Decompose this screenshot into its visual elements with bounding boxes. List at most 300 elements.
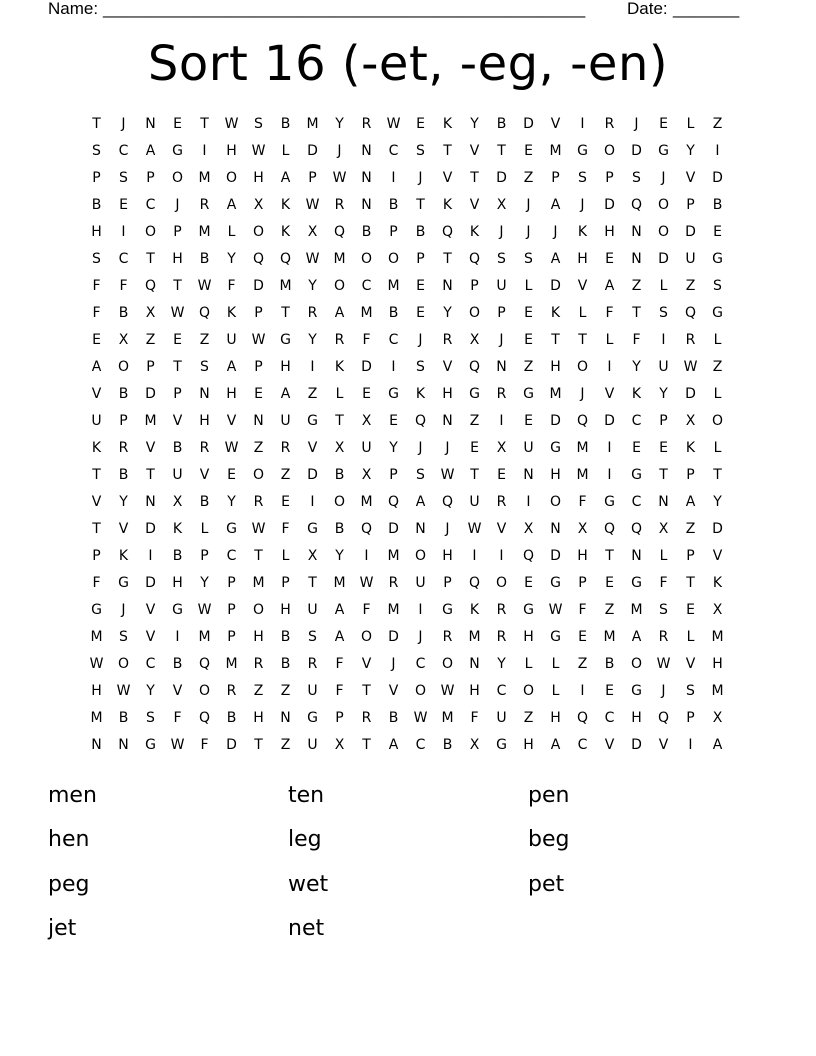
grid-letter[interactable]: E (686, 602, 695, 618)
grid-letter[interactable]: R (253, 656, 264, 672)
grid-letter[interactable]: T (254, 737, 263, 753)
grid-letter[interactable]: W (413, 710, 428, 726)
grid-letter[interactable]: X (523, 521, 534, 537)
grid-letter[interactable]: X (172, 494, 183, 510)
grid-letter[interactable]: H (523, 629, 534, 645)
grid-letter[interactable]: M (279, 278, 292, 294)
grid-letter[interactable]: P (281, 575, 290, 591)
grid-letter[interactable]: D (145, 521, 156, 537)
grid-letter[interactable]: J (337, 143, 342, 159)
grid-letter[interactable]: O (630, 656, 643, 672)
grid-letter[interactable]: M (630, 602, 643, 618)
grid-letter[interactable]: V (388, 683, 399, 699)
grid-letter[interactable]: E (416, 116, 425, 132)
grid-letter[interactable]: T (443, 251, 452, 267)
grid-letter[interactable]: W (656, 656, 671, 672)
grid-letter[interactable]: G (226, 521, 237, 537)
grid-letter[interactable]: Y (389, 440, 398, 456)
grid-letter[interactable]: G (307, 710, 318, 726)
grid-letter[interactable]: G (550, 440, 561, 456)
grid-letter[interactable]: B (118, 710, 129, 726)
grid-letter[interactable]: F (200, 737, 209, 753)
grid-letter[interactable]: F (470, 710, 479, 726)
grid-letter[interactable]: V (91, 386, 102, 402)
grid-letter[interactable]: A (604, 278, 615, 294)
grid-letter[interactable]: Z (280, 737, 291, 753)
grid-letter[interactable]: B (199, 251, 210, 267)
grid-letter[interactable]: S (92, 251, 101, 267)
grid-letter[interactable]: D (388, 629, 399, 645)
grid-letter[interactable]: L (713, 332, 722, 348)
grid-letter[interactable]: O (252, 224, 265, 240)
grid-letter[interactable]: I (310, 494, 315, 510)
grid-letter[interactable]: V (199, 467, 210, 483)
grid-letter[interactable]: J (391, 656, 396, 672)
grid-letter[interactable]: N (631, 224, 642, 240)
grid-letter[interactable]: J (661, 683, 666, 699)
grid-letter[interactable]: P (254, 359, 263, 375)
grid-letter[interactable]: N (631, 548, 642, 564)
grid-letter[interactable]: I (607, 359, 612, 375)
grid-letter[interactable]: H (442, 386, 453, 402)
grid-letter[interactable]: D (604, 413, 615, 429)
grid-letter[interactable]: P (119, 413, 128, 429)
grid-letter[interactable]: J (526, 197, 531, 213)
grid-letter[interactable]: U (307, 737, 318, 753)
grid-letter[interactable]: O (576, 359, 589, 375)
grid-letter[interactable]: M (441, 710, 454, 726)
grid-letter[interactable]: W (251, 521, 266, 537)
grid-letter[interactable]: E (524, 305, 533, 321)
grid-letter[interactable]: E (416, 305, 425, 321)
grid-letter[interactable]: O (252, 467, 265, 483)
grid-letter[interactable]: D (523, 116, 534, 132)
grid-letter[interactable]: J (553, 224, 558, 240)
grid-letter[interactable]: G (604, 494, 615, 510)
grid-letter[interactable]: I (580, 116, 585, 132)
grid-letter[interactable]: F (362, 332, 371, 348)
grid-letter[interactable]: I (391, 170, 396, 186)
grid-letter[interactable]: O (414, 548, 427, 564)
grid-letter[interactable]: V (172, 683, 183, 699)
grid-letter[interactable]: E (92, 332, 101, 348)
grid-letter[interactable]: G (712, 305, 723, 321)
grid-letter[interactable]: K (712, 575, 723, 591)
grid-letter[interactable]: Z (253, 683, 264, 699)
grid-letter[interactable]: T (686, 575, 695, 591)
grid-letter[interactable]: Y (497, 656, 506, 672)
grid-letter[interactable]: G (145, 737, 156, 753)
grid-letter[interactable]: O (603, 143, 616, 159)
grid-letter[interactable]: J (445, 440, 450, 456)
grid-letter[interactable]: X (334, 737, 345, 753)
grid-letter[interactable]: T (713, 467, 722, 483)
grid-letter[interactable]: H (604, 224, 615, 240)
grid-letter[interactable]: J (418, 440, 423, 456)
grid-letter[interactable]: Z (604, 602, 615, 618)
grid-letter[interactable]: W (251, 332, 266, 348)
grid-letter[interactable]: U (496, 278, 507, 294)
grid-letter[interactable]: A (334, 629, 345, 645)
grid-letter[interactable]: N (361, 197, 372, 213)
grid-letter[interactable]: M (252, 575, 265, 591)
grid-letter[interactable]: G (118, 575, 129, 591)
grid-letter[interactable]: R (361, 710, 372, 726)
grid-letter[interactable]: Q (684, 305, 697, 321)
grid-letter[interactable]: M (576, 440, 589, 456)
grid-letter[interactable]: K (442, 116, 453, 132)
grid-letter[interactable]: Y (470, 116, 479, 132)
grid-letter[interactable]: P (200, 548, 209, 564)
grid-letter[interactable]: I (202, 143, 207, 159)
grid-letter[interactable]: Z (307, 386, 318, 402)
grid-letter[interactable]: Y (443, 305, 452, 321)
grid-letter[interactable]: G (577, 143, 588, 159)
grid-letter[interactable]: I (148, 548, 153, 564)
grid-letter[interactable]: N (253, 413, 264, 429)
grid-letter[interactable]: A (226, 197, 237, 213)
grid-letter[interactable]: I (715, 143, 720, 159)
grid-letter[interactable]: H (550, 467, 561, 483)
grid-letter[interactable]: B (361, 224, 372, 240)
grid-letter[interactable]: V (658, 737, 669, 753)
grid-letter[interactable]: G (550, 575, 561, 591)
grid-letter[interactable]: A (388, 737, 399, 753)
grid-letter[interactable]: T (632, 305, 641, 321)
grid-letter[interactable]: B (280, 629, 291, 645)
grid-letter[interactable]: P (308, 170, 317, 186)
grid-letter[interactable]: P (173, 224, 182, 240)
grid-letter[interactable]: V (469, 143, 480, 159)
grid-letter[interactable]: Z (199, 332, 210, 348)
grid-letter[interactable]: Y (200, 575, 209, 591)
grid-letter[interactable]: M (387, 548, 400, 564)
grid-letter[interactable]: J (418, 332, 423, 348)
grid-letter[interactable]: J (526, 224, 531, 240)
grid-letter[interactable]: G (172, 602, 183, 618)
grid-letter[interactable]: N (442, 278, 453, 294)
grid-letter[interactable]: I (607, 440, 612, 456)
grid-letter[interactable]: J (175, 197, 180, 213)
grid-letter[interactable]: Q (414, 413, 427, 429)
grid-letter[interactable]: G (712, 251, 723, 267)
grid-letter[interactable]: Z (469, 413, 480, 429)
grid-letter[interactable]: V (685, 170, 696, 186)
grid-letter[interactable]: F (335, 683, 344, 699)
grid-letter[interactable]: V (145, 440, 156, 456)
grid-letter[interactable]: Z (712, 359, 723, 375)
grid-letter[interactable]: F (92, 278, 101, 294)
grid-letter[interactable]: X (712, 710, 723, 726)
grid-letter[interactable]: H (226, 143, 237, 159)
grid-letter[interactable]: J (121, 602, 126, 618)
grid-letter[interactable]: B (496, 116, 507, 132)
grid-letter[interactable]: I (661, 332, 666, 348)
grid-letter[interactable]: M (306, 116, 319, 132)
grid-letter[interactable]: V (145, 629, 156, 645)
grid-letter[interactable]: B (91, 197, 102, 213)
grid-letter[interactable]: C (361, 278, 372, 294)
grid-letter[interactable]: T (470, 467, 479, 483)
grid-letter[interactable]: T (92, 467, 101, 483)
grid-letter[interactable]: S (416, 359, 425, 375)
grid-letter[interactable]: H (523, 737, 534, 753)
grid-letter[interactable]: T (605, 548, 614, 564)
grid-letter[interactable]: Y (335, 116, 344, 132)
grid-letter[interactable]: S (578, 170, 587, 186)
grid-letter[interactable]: P (578, 575, 587, 591)
grid-letter[interactable]: M (711, 629, 724, 645)
grid-letter[interactable]: Q (603, 521, 616, 537)
grid-letter[interactable]: C (631, 413, 642, 429)
grid-letter[interactable]: O (711, 413, 724, 429)
grid-letter[interactable]: O (387, 251, 400, 267)
grid-letter[interactable]: S (713, 278, 722, 294)
grid-letter[interactable]: I (607, 467, 612, 483)
grid-letter[interactable]: E (362, 386, 371, 402)
grid-letter[interactable]: V (226, 413, 237, 429)
grid-letter[interactable]: C (226, 548, 237, 564)
grid-letter[interactable]: Q (252, 251, 265, 267)
grid-letter[interactable]: G (523, 386, 534, 402)
grid-letter[interactable]: H (172, 251, 183, 267)
grid-letter[interactable]: G (91, 602, 102, 618)
grid-letter[interactable]: L (605, 332, 614, 348)
grid-letter[interactable]: V (172, 413, 183, 429)
grid-letter[interactable]: S (254, 116, 263, 132)
grid-letter[interactable]: B (226, 710, 237, 726)
grid-letter[interactable]: P (227, 575, 236, 591)
grid-letter[interactable]: K (685, 440, 696, 456)
grid-letter[interactable]: Q (576, 710, 589, 726)
grid-letter[interactable]: Q (198, 305, 211, 321)
grid-letter[interactable]: E (659, 440, 668, 456)
grid-letter[interactable]: Q (522, 548, 535, 564)
grid-letter[interactable]: O (468, 305, 481, 321)
grid-letter[interactable]: U (91, 413, 102, 429)
grid-letter[interactable]: J (499, 224, 504, 240)
grid-letter[interactable]: Q (441, 224, 454, 240)
grid-letter[interactable]: S (524, 251, 533, 267)
grid-letter[interactable]: M (198, 170, 211, 186)
grid-letter[interactable]: H (280, 359, 291, 375)
grid-letter[interactable]: R (361, 116, 372, 132)
grid-letter[interactable]: J (445, 521, 450, 537)
grid-letter[interactable]: B (172, 440, 183, 456)
grid-letter[interactable]: F (578, 602, 587, 618)
grid-letter[interactable]: N (496, 359, 507, 375)
grid-letter[interactable]: F (281, 521, 290, 537)
grid-letter[interactable]: C (145, 197, 156, 213)
grid-letter[interactable]: P (389, 467, 398, 483)
grid-letter[interactable]: X (469, 332, 480, 348)
grid-letter[interactable]: M (360, 494, 373, 510)
grid-letter[interactable]: X (496, 440, 507, 456)
grid-letter[interactable]: M (387, 602, 400, 618)
grid-letter[interactable]: A (712, 737, 723, 753)
grid-letter[interactable]: Q (630, 521, 643, 537)
grid-letter[interactable]: E (254, 386, 263, 402)
grid-letter[interactable]: O (657, 197, 670, 213)
grid-letter[interactable]: T (92, 521, 101, 537)
grid-letter[interactable]: Y (632, 359, 641, 375)
grid-letter[interactable]: H (577, 548, 588, 564)
grid-letter[interactable]: Q (279, 251, 292, 267)
grid-letter[interactable]: Q (657, 710, 670, 726)
grid-letter[interactable]: C (388, 143, 399, 159)
grid-letter[interactable]: S (308, 629, 317, 645)
grid-letter[interactable]: Q (468, 575, 481, 591)
grid-letter[interactable]: Y (146, 683, 155, 699)
grid-letter[interactable]: T (335, 413, 344, 429)
grid-letter[interactable]: D (307, 467, 318, 483)
grid-letter[interactable]: P (389, 224, 398, 240)
grid-letter[interactable]: C (388, 332, 399, 348)
grid-letter[interactable]: M (90, 629, 103, 645)
grid-letter[interactable]: K (226, 305, 237, 321)
grid-letter[interactable]: B (118, 386, 129, 402)
grid-letter[interactable]: V (496, 521, 507, 537)
grid-letter[interactable]: G (280, 332, 291, 348)
grid-letter[interactable]: L (524, 656, 533, 672)
grid-letter[interactable]: M (360, 305, 373, 321)
grid-letter[interactable]: A (550, 251, 561, 267)
grid-letter[interactable]: K (280, 224, 291, 240)
grid-letter[interactable]: V (307, 440, 318, 456)
grid-letter[interactable]: Y (227, 494, 236, 510)
grid-letter[interactable]: F (632, 332, 641, 348)
grid-letter[interactable]: C (415, 656, 426, 672)
grid-letter[interactable]: N (280, 710, 291, 726)
grid-letter[interactable]: D (712, 170, 723, 186)
grid-letter[interactable]: L (578, 305, 587, 321)
grid-letter[interactable]: S (416, 467, 425, 483)
grid-letter[interactable]: W (440, 467, 455, 483)
grid-letter[interactable]: B (388, 197, 399, 213)
grid-letter[interactable]: V (577, 278, 588, 294)
grid-letter[interactable]: O (414, 683, 427, 699)
grid-letter[interactable]: L (227, 224, 236, 240)
grid-letter[interactable]: Z (523, 710, 534, 726)
grid-letter[interactable]: V (145, 602, 156, 618)
grid-letter[interactable]: B (334, 467, 345, 483)
grid-letter[interactable]: Y (227, 251, 236, 267)
grid-letter[interactable]: U (226, 332, 237, 348)
grid-letter[interactable]: Q (441, 494, 454, 510)
grid-letter[interactable]: M (468, 629, 481, 645)
grid-letter[interactable]: O (117, 656, 130, 672)
grid-letter[interactable]: F (92, 575, 101, 591)
grid-letter[interactable]: X (145, 305, 156, 321)
grid-letter[interactable]: G (307, 521, 318, 537)
grid-letter[interactable]: L (551, 683, 560, 699)
grid-letter[interactable]: H (226, 386, 237, 402)
grid-letter[interactable]: V (118, 521, 129, 537)
grid-letter[interactable]: H (550, 359, 561, 375)
grid-letter[interactable]: S (497, 251, 506, 267)
grid-letter[interactable]: M (198, 629, 211, 645)
grid-letter[interactable]: D (658, 251, 669, 267)
grid-letter[interactable]: X (118, 332, 129, 348)
grid-letter[interactable]: J (499, 332, 504, 348)
grid-letter[interactable]: T (254, 548, 263, 564)
grid-letter[interactable]: I (391, 359, 396, 375)
grid-letter[interactable]: N (199, 386, 210, 402)
grid-letter[interactable]: R (604, 116, 615, 132)
grid-letter[interactable]: P (227, 602, 236, 618)
grid-letter[interactable]: Q (198, 710, 211, 726)
grid-letter[interactable]: Z (712, 116, 723, 132)
grid-letter[interactable]: E (605, 251, 614, 267)
grid-letter[interactable]: F (173, 710, 182, 726)
grid-letter[interactable]: M (603, 629, 616, 645)
grid-letter[interactable]: N (91, 737, 102, 753)
grid-letter[interactable]: G (631, 683, 642, 699)
grid-letter[interactable]: B (118, 305, 129, 321)
grid-letter[interactable]: S (632, 170, 641, 186)
grid-letter[interactable]: X (361, 413, 372, 429)
grid-letter[interactable]: Q (576, 413, 589, 429)
grid-letter[interactable]: R (280, 440, 291, 456)
grid-letter[interactable]: T (362, 683, 371, 699)
grid-letter[interactable]: N (550, 521, 561, 537)
grid-letter[interactable]: B (280, 116, 291, 132)
grid-letter[interactable]: B (280, 656, 291, 672)
grid-letter[interactable]: L (551, 656, 560, 672)
grid-letter[interactable]: T (173, 359, 182, 375)
grid-letter[interactable]: S (659, 602, 668, 618)
grid-letter[interactable]: X (307, 224, 318, 240)
grid-letter[interactable]: G (631, 575, 642, 591)
date-field[interactable]: _______ (673, 0, 740, 18)
grid-letter[interactable]: E (713, 224, 722, 240)
grid-letter[interactable]: O (252, 602, 265, 618)
grid-letter[interactable]: D (712, 521, 723, 537)
grid-letter[interactable]: X (334, 440, 345, 456)
grid-letter[interactable]: A (280, 170, 291, 186)
grid-letter[interactable]: R (199, 440, 210, 456)
grid-letter[interactable]: E (578, 629, 587, 645)
grid-letter[interactable]: L (659, 278, 668, 294)
grid-letter[interactable]: Q (468, 251, 481, 267)
grid-letter[interactable]: K (469, 224, 480, 240)
grid-letter[interactable]: T (362, 737, 371, 753)
grid-letter[interactable]: R (496, 494, 507, 510)
grid-letter[interactable]: F (227, 278, 236, 294)
grid-letter[interactable]: A (550, 197, 561, 213)
grid-letter[interactable]: T (200, 116, 209, 132)
grid-letter[interactable]: W (332, 170, 347, 186)
grid-letter[interactable]: X (496, 197, 507, 213)
grid-letter[interactable]: U (658, 359, 669, 375)
grid-letter[interactable]: T (551, 332, 560, 348)
grid-letter[interactable]: W (548, 602, 563, 618)
grid-letter[interactable]: Y (335, 548, 344, 564)
grid-letter[interactable]: M (549, 143, 562, 159)
grid-letter[interactable]: E (524, 413, 533, 429)
grid-letter[interactable]: C (118, 251, 129, 267)
grid-letter[interactable]: O (360, 251, 373, 267)
grid-letter[interactable]: R (118, 440, 129, 456)
grid-letter[interactable]: Z (523, 170, 534, 186)
grid-letter[interactable]: J (580, 386, 585, 402)
grid-letter[interactable]: Q (360, 521, 373, 537)
grid-letter[interactable]: V (361, 656, 372, 672)
grid-letter[interactable]: T (308, 575, 317, 591)
grid-letter[interactable]: H (631, 710, 642, 726)
grid-letter[interactable]: P (659, 413, 668, 429)
grid-letter[interactable]: W (170, 737, 185, 753)
